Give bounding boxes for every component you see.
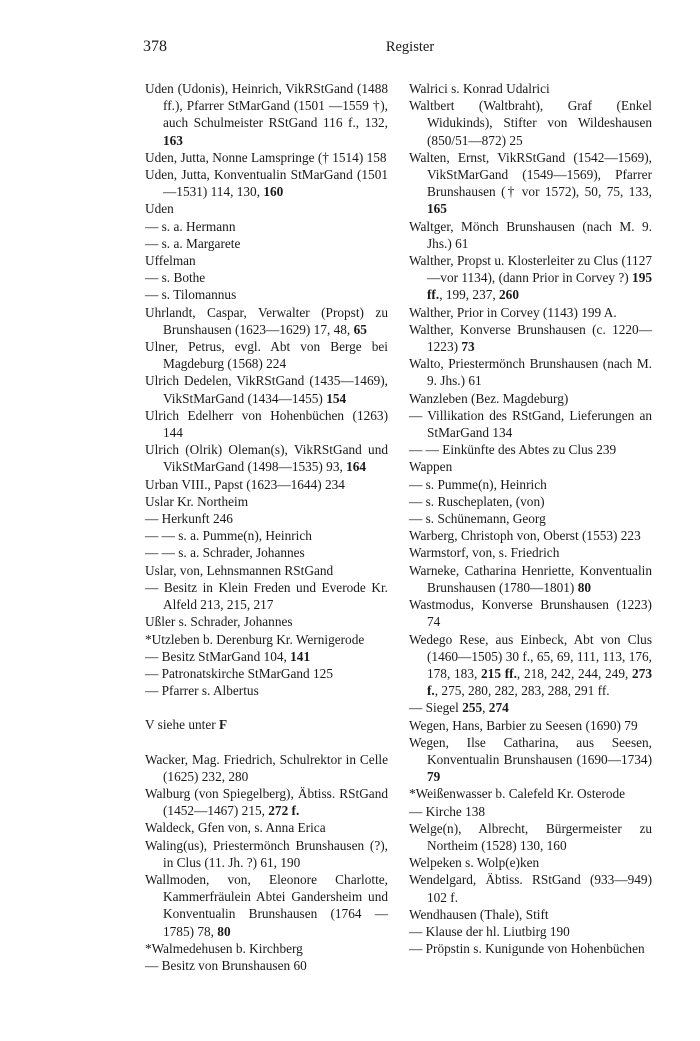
entry-text: Ulrich Dedelen, VikRStGand (1435—1469), VikStMarGand (1434—1455) <box>145 373 388 406</box>
index-entry <box>145 819 388 836</box>
entry-text: Wedego Rese, aus Einbeck, Abt von Clus (1460—1505) 30 f., 65, 69, 111, 113, 176, 178, 183, <box>409 631 652 681</box>
entry-text: , 218, 242, 244, 249, <box>516 665 633 681</box>
entry-text: — Kirche 138 <box>409 803 486 819</box>
entry-text: Ulrich Edelherr von Hohenbüchen (1263) 144 <box>145 407 388 441</box>
entry-text: — s. Bothe <box>145 270 206 286</box>
index-entry <box>409 80 652 97</box>
entry-text: — Pfarrer s. Albertus <box>145 683 259 699</box>
entry-text: — Besitz in Klein Freden und Everode Kr. Alfeld 213, 215, 217 <box>145 579 388 613</box>
entry-text: Ußler s. Schrader, Johannes <box>145 614 293 630</box>
page-ref-bold: 79 <box>427 769 441 785</box>
entry-text: Warberg, Christoph von, Oberst (1553) 223 <box>409 528 641 544</box>
index-entry <box>409 355 652 389</box>
entry-text: Warneke, Catharina Henriette, Konventualin Brunshausen (1780—1801) <box>409 562 652 595</box>
index-entry <box>145 407 388 441</box>
entry-text: — Besitz von Brunshausen 60 <box>145 957 307 973</box>
entry-text: — Klause der hl. Liutbirg 190 <box>409 923 570 939</box>
index-entry <box>145 613 388 630</box>
running-title: Register <box>385 39 435 55</box>
entry-text: , 199, 237, <box>439 287 500 303</box>
index-entry <box>145 476 388 493</box>
index-entry <box>409 562 652 596</box>
entry-text: — s. a. Margarete <box>145 235 241 251</box>
index-entry <box>145 665 388 682</box>
index-entry <box>409 631 652 700</box>
index-entry <box>409 699 652 716</box>
page-ref-bold: 164 <box>346 459 367 475</box>
entry-text: — — s. a. Schrader, Johannes <box>145 545 305 561</box>
entry-text: V siehe unter <box>145 717 219 733</box>
entry-text: Uden, Jutta, Nonne Lamspringe († 1514) 158 <box>145 149 387 165</box>
entry-text: Waling(us), Priestermönch Brunshausen (?), in Clus (11. Jh. ?) 61, 190 <box>145 837 388 870</box>
index-entry <box>409 218 652 252</box>
entry-text: , <box>482 700 489 716</box>
entry-text: — Patronatskirche StMarGand 125 <box>145 665 333 681</box>
index-entry <box>145 785 388 819</box>
index-entry <box>145 372 388 406</box>
entry-text: — Besitz StMarGand 104, <box>145 648 291 664</box>
entry-text: Wendelgard, Äbtiss. RStGand (933—949) 102 f. <box>409 872 652 905</box>
index-entry <box>145 286 388 303</box>
index-entry <box>145 957 388 974</box>
index-entry <box>409 510 652 527</box>
page-ref-bold: 65 <box>353 321 367 337</box>
entry-text: Walburg (von Spiegelberg), Äbtiss. RStGand (1452—1467) 215, <box>145 785 388 819</box>
entry-text: Uslar, von, Lehnsmannen RStGand <box>145 562 334 578</box>
entry-text: Wegen, Hans, Barbier zu Seesen (1690) 79 <box>409 717 638 733</box>
entry-text: Wallmoden, von, Eleonore Charlotte, Kammerfräulein Abtei Gandersheim und Konventualin Brunshausen (1764 —1785) 78, <box>145 871 388 939</box>
entry-text: Ulner, Petrus, evgl. Abt von Berge bei Magdeburg (1568) 224 <box>145 339 388 372</box>
entry-text: , 275, 280, 282, 283, 288, 291 ff. <box>434 683 610 699</box>
index-entry <box>409 734 652 786</box>
entry-text: Waltger, Mönch Brunshausen (nach M. 9. Jhs.) 61 <box>409 218 652 251</box>
entry-text: Walther, Konverse Brunshausen (c. 1220—1223) <box>409 321 652 355</box>
index-entry <box>145 200 388 217</box>
index-entry <box>145 235 388 252</box>
index-entry <box>409 390 652 407</box>
index-entry <box>409 441 652 458</box>
entry-text: Wappen <box>409 459 453 475</box>
index-entry <box>145 544 388 561</box>
index-entry <box>409 871 652 905</box>
entry-text: Walrici s. Konrad Udalrici <box>409 81 550 96</box>
entry-text: Urban VIII., Papst (1623—1644) 234 <box>145 476 345 492</box>
page-ref-bold: 141 <box>290 648 311 664</box>
index-entry <box>409 458 652 475</box>
entry-text: — s. a. Hermann <box>145 218 236 234</box>
entry-text: Walten, Ernst, VikRStGand (1542—1569), VikStMarGand (1549—1569), Pfarrer Brunshausen († vor 1572), 50, 75, 133, <box>409 149 652 200</box>
index-entry <box>145 562 388 579</box>
index-entry <box>409 596 652 630</box>
index-entry <box>409 476 652 493</box>
index-entry <box>145 648 388 665</box>
section-gap <box>145 699 388 716</box>
index-entry <box>409 407 652 441</box>
entry-text: Wastmodus, Konverse Brunshausen (1223) 74 <box>409 597 652 630</box>
entry-text: Uden (Udonis), Heinrich, VikRStGand (1488 ff.), Pfarrer StMarGand (1501 —1559 †), auch Schulmeister RStGand 116 f., 132, <box>145 81 388 131</box>
entry-text: — Villikation des RStGand, Lieferungen an StMarGand 134 <box>409 407 652 441</box>
index-entry <box>145 218 388 235</box>
entry-text: Walther, Propst u. Klosterleiter zu Clus (1127—vor 1134), (dann Prior in Corvey ?) <box>409 253 652 286</box>
page-ref-bold: 165 <box>427 201 447 217</box>
index-entry <box>145 304 388 338</box>
index-entry <box>409 527 652 544</box>
index-entry <box>409 906 652 923</box>
index-entry <box>409 854 652 871</box>
index-entry <box>145 493 388 510</box>
entry-text: — — Einkünfte des Abtes zu Clus 239 <box>409 442 617 458</box>
index-entry <box>409 923 652 940</box>
index-entry <box>409 820 652 854</box>
index-column-right <box>409 80 652 957</box>
entry-text: Wegen, Ilse Catharina, aus Seesen, Konventualin Brunshausen (1690—1734) <box>409 734 652 767</box>
entry-text: — s. Ruscheplaten, (von) <box>409 493 545 509</box>
page-ref-bold: 73 <box>461 339 475 355</box>
index-entry <box>409 149 652 218</box>
entry-text: — s. Tilomannus <box>145 287 237 303</box>
index-entry <box>145 940 388 957</box>
index-entry <box>409 785 652 802</box>
entry-text: Waltbert (Waltbraht), Graf (Enkel Widukinds), Stifter von Wildeshausen (850/51—872) 25 <box>409 98 652 148</box>
entry-text: — s. Pumme(n), Heinrich <box>409 476 547 492</box>
entry-text: Waldeck, Gfen von, s. Anna Erica <box>145 820 326 836</box>
entry-text: Welge(n), Albrecht, Bürgermeister zu Northeim (1528) 130, 160 <box>409 820 652 853</box>
page-ref-bold: 160 <box>263 184 284 200</box>
entry-text: *Weißenwasser b. Calefeld Kr. Osterode <box>409 786 626 802</box>
entry-text: *Walmedehusen b. Kirchberg <box>145 940 303 956</box>
entry-text: — Siegel <box>409 700 463 716</box>
entry-text: Wacker, Mag. Friedrich, Schulrektor in Celle (1625) 232, 280 <box>145 751 388 784</box>
entry-text: — Pröpstin s. Kunigunde von Hohenbüchen <box>409 941 645 957</box>
page-ref-bold: 215 ff. <box>481 665 517 681</box>
index-entry <box>145 579 388 613</box>
page-ref-bold: 260 <box>499 287 519 303</box>
page-header <box>143 38 677 62</box>
index-entry <box>145 510 388 527</box>
index-entry <box>145 80 388 149</box>
page-ref-bold: 272 f. <box>268 803 300 819</box>
index-entry <box>409 493 652 510</box>
index-entry <box>145 149 388 166</box>
index-entry <box>145 751 388 785</box>
entry-text: Wendhausen (Thale), Stift <box>409 906 549 922</box>
page-ref-bold: 80 <box>577 579 591 595</box>
index-entry <box>409 544 652 561</box>
index-entry <box>409 321 652 355</box>
entry-text: — s. Schünemann, Georg <box>409 511 546 527</box>
entry-text: Warmstorf, von, s. Friedrich <box>409 545 560 561</box>
entry-text: Uden <box>145 201 174 217</box>
index-entry <box>409 304 652 321</box>
index-entry <box>145 871 388 940</box>
page-ref-bold: 255 <box>462 700 483 716</box>
index-entry <box>409 97 652 149</box>
page-ref-bold: 274 <box>488 700 509 716</box>
entry-text: Uffelman <box>145 253 196 269</box>
index-entry <box>145 527 388 544</box>
index-entry <box>145 682 388 699</box>
entry-text: Walto, Priestermönch Brunshausen (nach M. 9. Jhs.) 61 <box>409 356 652 389</box>
entry-text: Uhrlandt, Caspar, Verwalter (Propst) zu Brunshausen (1623—1629) 17, 48, <box>145 304 388 337</box>
entry-text: Ulrich (Olrik) Oleman(s), VikRStGand und VikStMarGand (1498—1535) 93, <box>145 442 388 475</box>
page-ref-bold: 80 <box>217 923 231 939</box>
index-entry <box>145 631 388 648</box>
section-gap <box>145 734 388 751</box>
entry-text: — — s. a. Pumme(n), Heinrich <box>145 528 312 544</box>
entry-text: — Herkunft 246 <box>145 511 233 527</box>
entry-text: Wanzleben (Bez. Magdeburg) <box>409 390 569 406</box>
page-ref-bold: 154 <box>326 390 347 406</box>
index-entry <box>145 338 388 372</box>
index-entry <box>145 166 388 200</box>
page-ref-bold: 273 f. <box>427 665 652 699</box>
index-entry <box>145 441 388 475</box>
page-ref-bold: 195 ff. <box>427 270 652 303</box>
entry-text: Uslar Kr. Northeim <box>145 493 249 509</box>
index-entry <box>409 803 652 820</box>
index-entry <box>409 252 652 304</box>
page-ref-bold: 163 <box>163 132 183 148</box>
index-entry <box>409 717 652 734</box>
index-entry <box>145 716 388 733</box>
page-ref-bold: F <box>218 717 228 733</box>
index-entry <box>145 252 388 269</box>
page-number: 378 <box>143 38 167 55</box>
index-entry <box>409 940 652 957</box>
entry-text: Uden, Jutta, Konventualin StMarGand (1501—1531) 114, 130, <box>145 167 388 200</box>
index-entry <box>145 269 388 286</box>
index-column-left <box>145 80 388 974</box>
entry-text: Welpeken s. Wolp(e)ken <box>409 855 540 871</box>
entry-text: Walther, Prior in Corvey (1143) 199 A. <box>409 304 617 320</box>
index-entry <box>145 837 388 871</box>
entry-text: *Utzleben b. Derenburg Kr. Wernigerode <box>145 631 365 647</box>
